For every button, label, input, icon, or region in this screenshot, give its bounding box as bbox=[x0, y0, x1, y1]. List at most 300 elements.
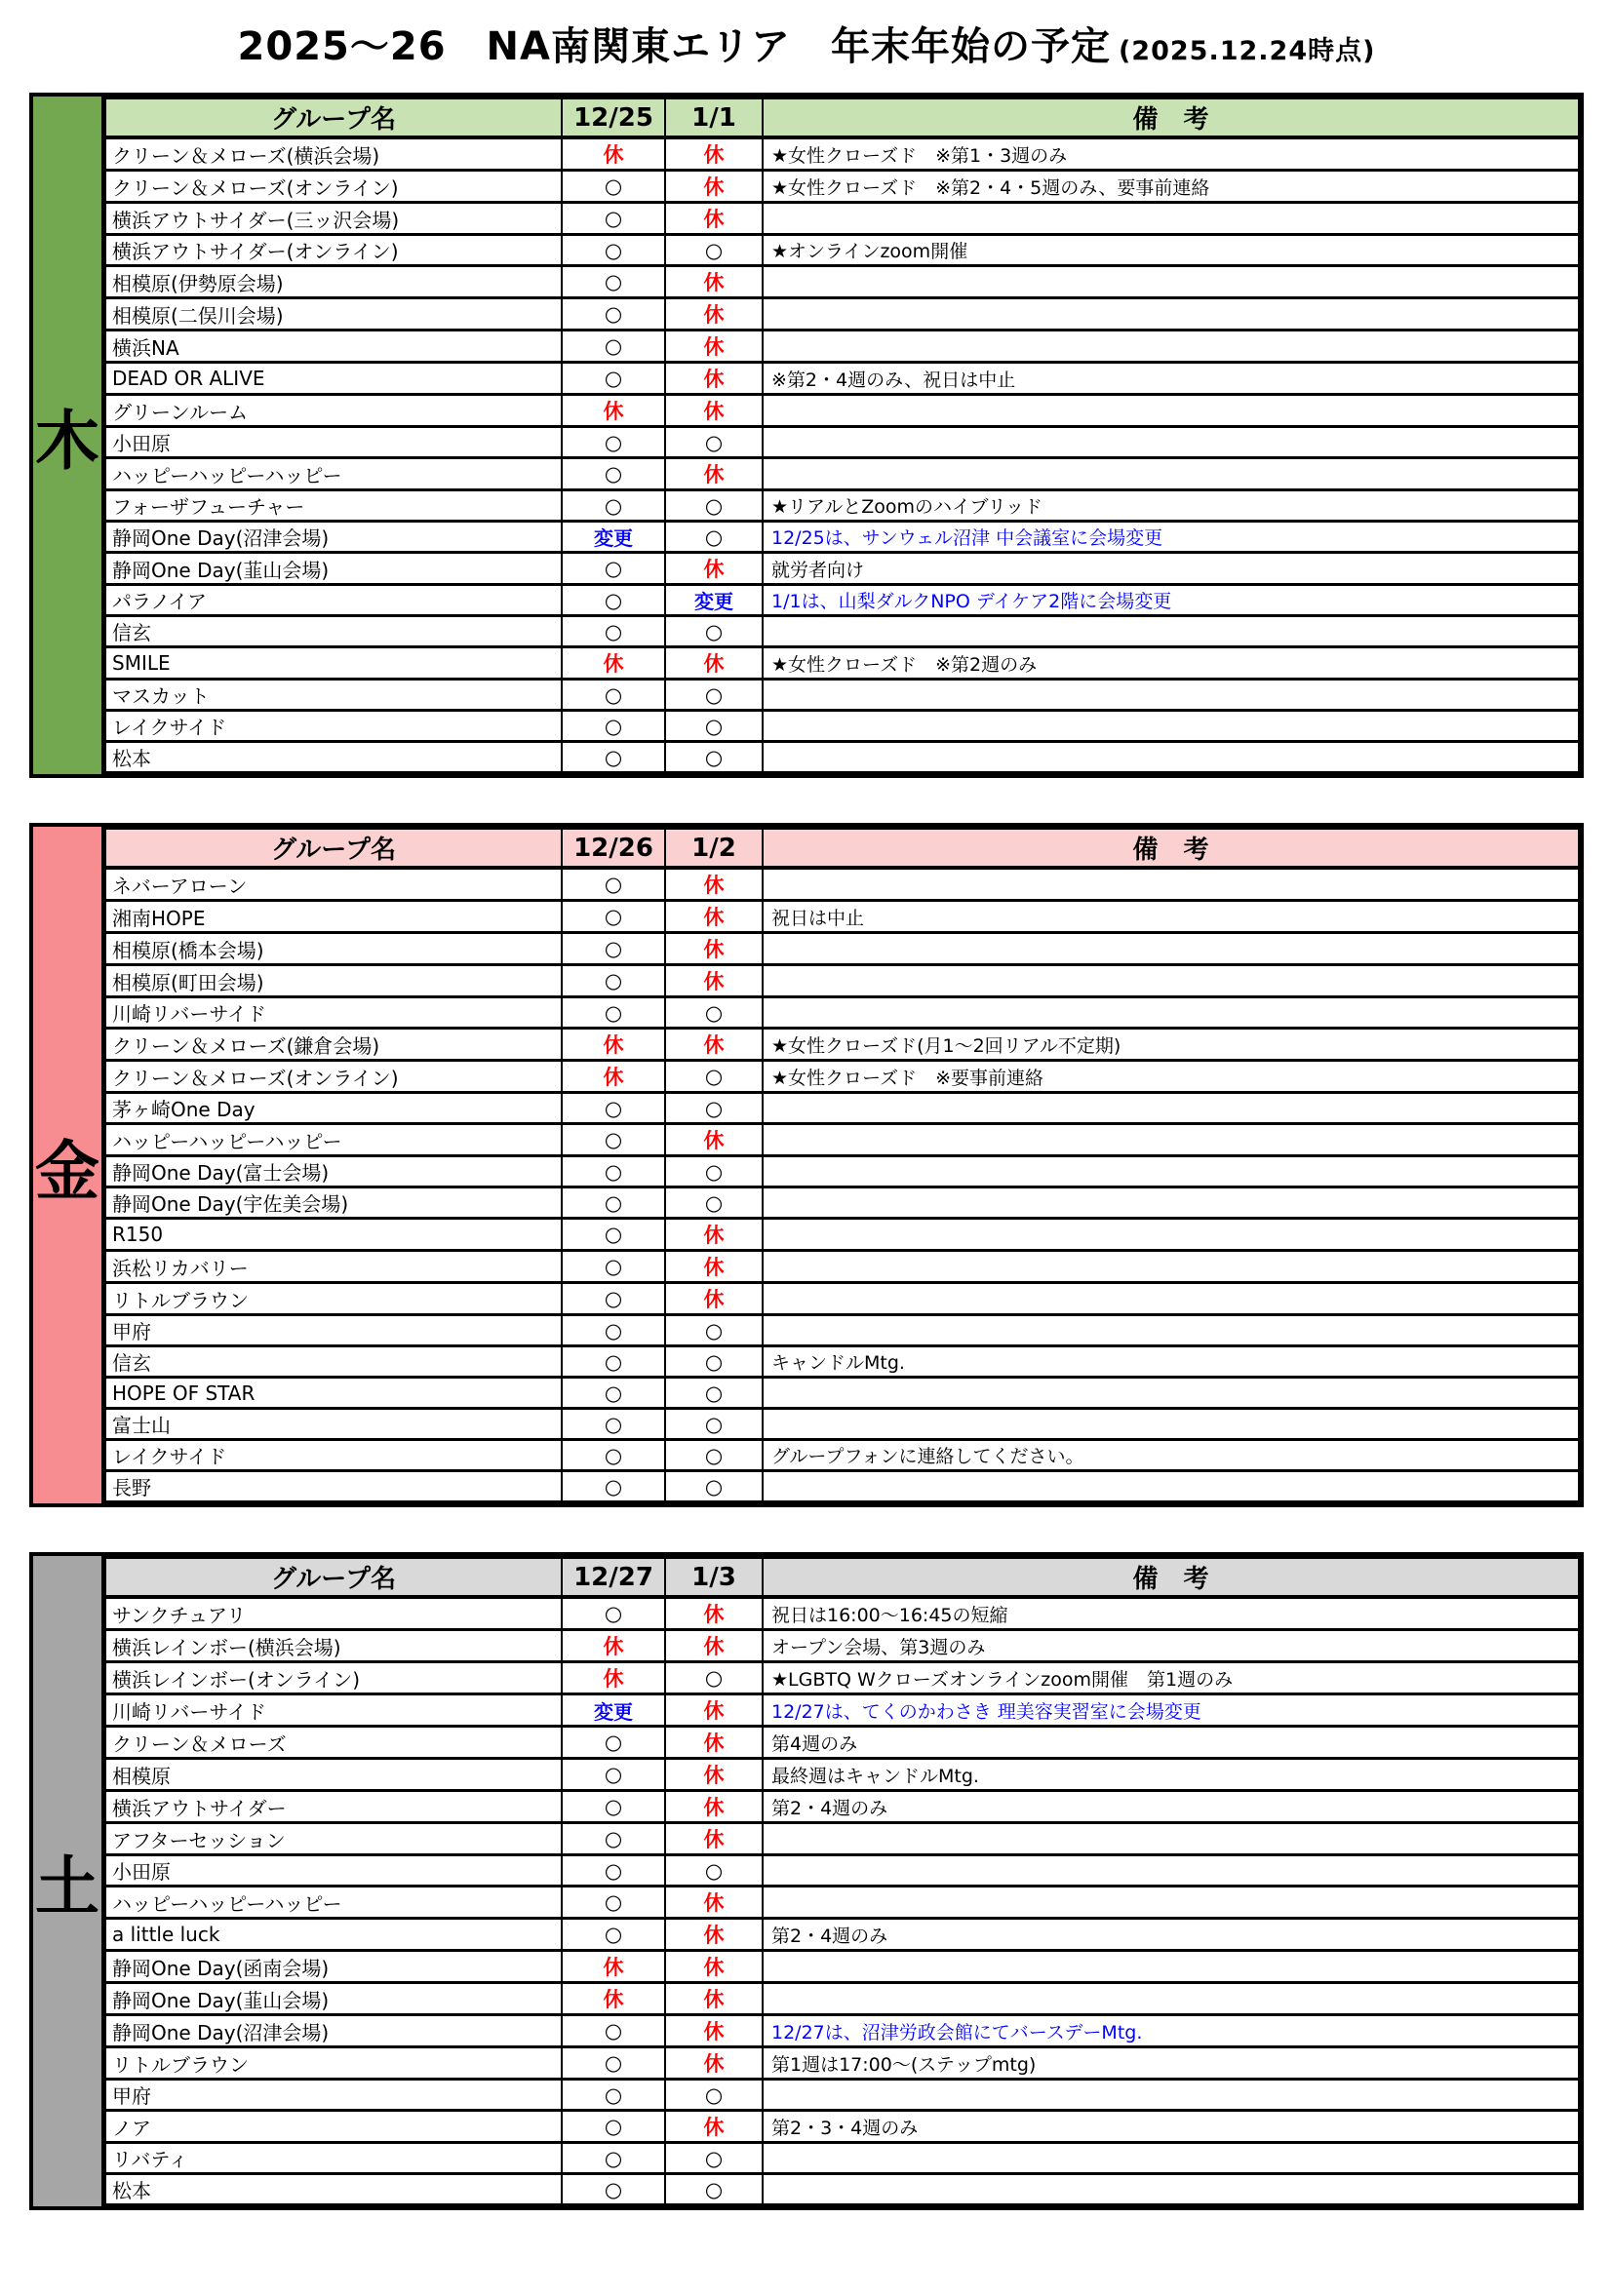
date1-status-cell: ○ bbox=[562, 1251, 665, 1283]
date2-status-cell: 休 bbox=[665, 395, 763, 427]
table-row bbox=[105, 522, 1579, 553]
day-label-friday: 金 bbox=[33, 827, 104, 1503]
table-row bbox=[105, 1440, 1579, 1471]
remarks-cell bbox=[763, 458, 1579, 490]
group-name-cell: ハッピーハッピーハッピー bbox=[105, 1887, 562, 1919]
date2-status-cell: ○ bbox=[665, 1662, 763, 1694]
remarks-cell bbox=[763, 742, 1579, 773]
date2-status-cell: 休 bbox=[665, 1951, 763, 1983]
date2-status-cell: ○ bbox=[665, 2080, 763, 2111]
group-name-cell: 横浜アウトサイダー(オンライン) bbox=[105, 235, 562, 266]
remarks-cell: 第4週のみ bbox=[763, 1727, 1579, 1759]
group-name-cell: クリーン＆メローズ bbox=[105, 1727, 562, 1759]
date2-status-cell: 休 bbox=[665, 171, 763, 203]
date2-header: 1/2 bbox=[665, 829, 763, 869]
date1-status-cell: ○ bbox=[562, 363, 665, 395]
date2-status-cell: ○ bbox=[665, 1093, 763, 1124]
table-row bbox=[105, 2015, 1579, 2047]
date1-status-cell: 休 bbox=[562, 1630, 665, 1662]
date2-status-cell: 休 bbox=[665, 1630, 763, 1662]
date2-status-cell: ○ bbox=[665, 235, 763, 266]
remarks-cell bbox=[763, 616, 1579, 647]
remarks-cell: 第2・4週のみ bbox=[763, 1919, 1579, 1951]
remarks-cell bbox=[763, 1251, 1579, 1283]
date1-status-cell: ○ bbox=[562, 203, 665, 235]
group-name-cell: 静岡One Day(函南会場) bbox=[105, 1951, 562, 1983]
group-name-cell: 静岡One Day(宇佐美会場) bbox=[105, 1187, 562, 1219]
date2-status-cell: 休 bbox=[665, 965, 763, 997]
table-row bbox=[105, 965, 1579, 997]
date2-status-cell: ○ bbox=[665, 680, 763, 711]
remarks-cell: ※第2・4週のみ、祝日は中止 bbox=[763, 363, 1579, 395]
date1-status-cell: ○ bbox=[562, 1727, 665, 1759]
date1-status-cell: ○ bbox=[562, 1759, 665, 1791]
remarks-cell: 1/1は、山梨ダルクNPO デイケア2階に会場変更 bbox=[763, 585, 1579, 616]
remarks-cell bbox=[763, 711, 1579, 742]
table-row bbox=[105, 331, 1579, 363]
header-row bbox=[105, 1558, 1579, 1598]
group-name-cell: 静岡One Day(沼津会場) bbox=[105, 522, 562, 553]
date2-status-cell: 休 bbox=[665, 1597, 763, 1630]
date2-status-cell: ○ bbox=[665, 490, 763, 522]
remarks-cell: ★女性クローズド(月1～2回リアル不定期) bbox=[763, 1029, 1579, 1061]
date2-status-cell: 変更 bbox=[665, 585, 763, 616]
remarks-cell bbox=[763, 331, 1579, 363]
group-name-cell: 横浜アウトサイダー(三ッ沢会場) bbox=[105, 203, 562, 235]
date1-status-cell: ○ bbox=[562, 298, 665, 331]
remarks-cell: ★女性クローズド ※要事前連絡 bbox=[763, 1061, 1579, 1093]
date2-status-cell: ○ bbox=[665, 1378, 763, 1409]
date2-header: 1/3 bbox=[665, 1558, 763, 1598]
date2-status-cell: ○ bbox=[665, 1315, 763, 1346]
date2-status-cell: 休 bbox=[665, 1283, 763, 1315]
table-row bbox=[105, 1597, 1579, 1630]
date2-status-cell: 休 bbox=[665, 1919, 763, 1951]
group-name-cell: グリーンルーム bbox=[105, 395, 562, 427]
remarks-cell bbox=[763, 2080, 1579, 2111]
group-name-cell: マスカット bbox=[105, 680, 562, 711]
date1-status-cell: ○ bbox=[562, 1919, 665, 1951]
date2-status-cell: ○ bbox=[665, 1440, 763, 1471]
table-row bbox=[105, 235, 1579, 266]
remarks-cell bbox=[763, 997, 1579, 1029]
date2-status-cell: 休 bbox=[665, 933, 763, 965]
table-row bbox=[105, 1694, 1579, 1727]
day-label-saturday: 土 bbox=[33, 1556, 104, 2206]
date2-status-cell: ○ bbox=[665, 1156, 763, 1187]
date1-status-cell: ○ bbox=[562, 2015, 665, 2047]
date1-status-cell: 休 bbox=[562, 1029, 665, 1061]
group-name-cell: DEAD OR ALIVE bbox=[105, 363, 562, 395]
date2-header: 1/1 bbox=[665, 98, 763, 138]
group-name-cell: 甲府 bbox=[105, 1315, 562, 1346]
remarks-cell bbox=[763, 1983, 1579, 2015]
remarks-cell bbox=[763, 2174, 1579, 2205]
remarks-cell bbox=[763, 1093, 1579, 1124]
date2-status-cell: 休 bbox=[665, 647, 763, 680]
table-row bbox=[105, 933, 1579, 965]
date1-status-cell: ○ bbox=[562, 2080, 665, 2111]
date1-status-cell: ○ bbox=[562, 616, 665, 647]
remarks-header: 備 考 bbox=[763, 1558, 1579, 1598]
date1-status-cell: ○ bbox=[562, 553, 665, 585]
group-name-cell: リトルブラウン bbox=[105, 2047, 562, 2080]
group-name-cell: 小田原 bbox=[105, 1855, 562, 1887]
date2-status-cell: ○ bbox=[665, 1187, 763, 1219]
group-name-cell: 横浜アウトサイダー bbox=[105, 1791, 562, 1823]
table-row bbox=[105, 1315, 1579, 1346]
table-row bbox=[105, 1791, 1579, 1823]
table-row bbox=[105, 1029, 1579, 1061]
date1-status-cell: ○ bbox=[562, 742, 665, 773]
remarks-cell: 12/27は、てくのかわさき 理美容実習室に会場変更 bbox=[763, 1694, 1579, 1727]
date2-status-cell: ○ bbox=[665, 1471, 763, 1502]
date1-status-cell: ○ bbox=[562, 1124, 665, 1156]
date2-status-cell: 休 bbox=[665, 1124, 763, 1156]
remarks-cell bbox=[763, 2143, 1579, 2174]
remarks-header: 備 考 bbox=[763, 98, 1579, 138]
group-name-cell: リバティ bbox=[105, 2143, 562, 2174]
date1-status-cell: ○ bbox=[562, 1378, 665, 1409]
table-row bbox=[105, 901, 1579, 933]
table-row bbox=[105, 1283, 1579, 1315]
table-row bbox=[105, 2174, 1579, 2205]
remarks-cell: ★女性クローズド ※第2週のみ bbox=[763, 647, 1579, 680]
group-name-cell: 静岡One Day(韮山会場) bbox=[105, 1983, 562, 2015]
group-name-cell: 甲府 bbox=[105, 2080, 562, 2111]
date1-status-cell: 変更 bbox=[562, 522, 665, 553]
table-row bbox=[105, 1823, 1579, 1855]
date2-status-cell: 休 bbox=[665, 1759, 763, 1791]
date1-status-cell: ○ bbox=[562, 1315, 665, 1346]
group-name-cell: 信玄 bbox=[105, 1346, 562, 1378]
date1-status-cell: ○ bbox=[562, 933, 665, 965]
date1-status-cell: ○ bbox=[562, 1409, 665, 1440]
remarks-cell bbox=[763, 1124, 1579, 1156]
remarks-cell: ★女性クローズド ※第1・3週のみ bbox=[763, 137, 1579, 171]
table-row bbox=[105, 2080, 1579, 2111]
table-row bbox=[105, 1093, 1579, 1124]
date2-status-cell: ○ bbox=[665, 2174, 763, 2205]
table-row bbox=[105, 1061, 1579, 1093]
date1-status-cell: ○ bbox=[562, 1219, 665, 1251]
date1-status-cell: ○ bbox=[562, 2047, 665, 2080]
remarks-cell: ★女性クローズド ※第2・4・5週のみ、要事前連絡 bbox=[763, 171, 1579, 203]
group-name-header: グループ名 bbox=[105, 98, 562, 138]
saturday-rows bbox=[105, 1597, 1579, 2205]
date1-status-cell: ○ bbox=[562, 901, 665, 933]
date2-status-cell: 休 bbox=[665, 1029, 763, 1061]
date2-status-cell: ○ bbox=[665, 997, 763, 1029]
date2-status-cell: ○ bbox=[665, 711, 763, 742]
date1-status-cell: 休 bbox=[562, 1951, 665, 1983]
group-name-cell: ハッピーハッピーハッピー bbox=[105, 1124, 562, 1156]
date1-status-cell: ○ bbox=[562, 997, 665, 1029]
table-row bbox=[105, 1124, 1579, 1156]
date1-status-cell: 休 bbox=[562, 1983, 665, 2015]
table-row bbox=[105, 1759, 1579, 1791]
table-row bbox=[105, 1251, 1579, 1283]
group-name-cell: 小田原 bbox=[105, 427, 562, 458]
group-name-cell: 横浜NA bbox=[105, 331, 562, 363]
table-row bbox=[105, 1983, 1579, 2015]
date1-status-cell: ○ bbox=[562, 427, 665, 458]
remarks-cell bbox=[763, 203, 1579, 235]
remarks-cell: 就労者向け bbox=[763, 553, 1579, 585]
group-name-header: グループ名 bbox=[105, 829, 562, 869]
group-name-cell: SMILE bbox=[105, 647, 562, 680]
table-row bbox=[105, 458, 1579, 490]
table-row bbox=[105, 1219, 1579, 1251]
day-label-thursday: 木 bbox=[33, 97, 104, 774]
group-name-cell: 相模原(橋本会場) bbox=[105, 933, 562, 965]
date1-header: 12/26 bbox=[562, 829, 665, 869]
remarks-cell: 12/25は、サンウェル沼津 中会議室に会場変更 bbox=[763, 522, 1579, 553]
group-name-cell: 信玄 bbox=[105, 616, 562, 647]
date1-status-cell: ○ bbox=[562, 1346, 665, 1378]
group-name-cell: 横浜レインボー(オンライン) bbox=[105, 1662, 562, 1694]
group-name-cell: 茅ヶ崎One Day bbox=[105, 1093, 562, 1124]
table-row bbox=[105, 868, 1579, 901]
date1-status-cell: ○ bbox=[562, 1156, 665, 1187]
date2-status-cell: 休 bbox=[665, 2111, 763, 2143]
group-name-cell: 静岡One Day(沼津会場) bbox=[105, 2015, 562, 2047]
group-name-cell: 川崎リバーサイド bbox=[105, 997, 562, 1029]
group-name-cell: サンクチュアリ bbox=[105, 1597, 562, 1630]
table-row bbox=[105, 363, 1579, 395]
group-name-cell: フォーザフューチャー bbox=[105, 490, 562, 522]
date1-status-cell: 変更 bbox=[562, 1694, 665, 1727]
date1-status-cell: ○ bbox=[562, 2111, 665, 2143]
table-row bbox=[105, 1951, 1579, 1983]
date1-status-cell: ○ bbox=[562, 331, 665, 363]
remarks-cell: ★リアルとZoomのハイブリッド bbox=[763, 490, 1579, 522]
group-name-cell: ノア bbox=[105, 2111, 562, 2143]
table-row bbox=[105, 2111, 1579, 2143]
date1-status-cell: ○ bbox=[562, 1855, 665, 1887]
date1-status-cell: ○ bbox=[562, 458, 665, 490]
date2-status-cell: 休 bbox=[665, 331, 763, 363]
remarks-cell bbox=[763, 1315, 1579, 1346]
group-name-cell: 相模原(町田会場) bbox=[105, 965, 562, 997]
date2-status-cell: 休 bbox=[665, 868, 763, 901]
remarks-cell: 第2・4週のみ bbox=[763, 1791, 1579, 1823]
remarks-cell: ★オンラインzoom開催 bbox=[763, 235, 1579, 266]
date1-status-cell: ○ bbox=[562, 711, 665, 742]
group-name-cell: 川崎リバーサイド bbox=[105, 1694, 562, 1727]
group-name-cell: a little luck bbox=[105, 1919, 562, 1951]
group-name-cell: ハッピーハッピーハッピー bbox=[105, 458, 562, 490]
table-row bbox=[105, 490, 1579, 522]
table-row bbox=[105, 1409, 1579, 1440]
table-row bbox=[105, 553, 1579, 585]
table-row bbox=[105, 1919, 1579, 1951]
date1-header: 12/25 bbox=[562, 98, 665, 138]
date2-status-cell: 休 bbox=[665, 1791, 763, 1823]
group-name-cell: クリーン＆メローズ(オンライン) bbox=[105, 171, 562, 203]
date1-status-cell: ○ bbox=[562, 1887, 665, 1919]
remarks-cell bbox=[763, 868, 1579, 901]
date2-status-cell: 休 bbox=[665, 2015, 763, 2047]
remarks-cell bbox=[763, 395, 1579, 427]
date1-status-cell: ○ bbox=[562, 868, 665, 901]
thursday-schedule-table bbox=[104, 97, 1580, 774]
table-row bbox=[105, 680, 1579, 711]
group-name-cell: リトルブラウン bbox=[105, 1283, 562, 1315]
page-title-main: 2025～26 NA南関東エリア 年末年始の予定 bbox=[237, 24, 1111, 69]
date1-status-cell: 休 bbox=[562, 1662, 665, 1694]
date1-status-cell: ○ bbox=[562, 1823, 665, 1855]
date2-status-cell: 休 bbox=[665, 2047, 763, 2080]
date2-status-cell: ○ bbox=[665, 616, 763, 647]
group-name-cell: 横浜レインボー(横浜会場) bbox=[105, 1630, 562, 1662]
group-name-cell: 湘南HOPE bbox=[105, 901, 562, 933]
remarks-cell bbox=[763, 965, 1579, 997]
date1-status-cell: ○ bbox=[562, 1440, 665, 1471]
date1-status-cell: ○ bbox=[562, 1093, 665, 1124]
date1-status-cell: ○ bbox=[562, 171, 665, 203]
header-row bbox=[105, 829, 1579, 869]
group-name-cell: ネバーアローン bbox=[105, 868, 562, 901]
date2-status-cell: 休 bbox=[665, 363, 763, 395]
group-name-cell: 静岡One Day(韮山会場) bbox=[105, 553, 562, 585]
date1-status-cell: 休 bbox=[562, 137, 665, 171]
remarks-cell bbox=[763, 1378, 1579, 1409]
remarks-cell bbox=[763, 298, 1579, 331]
remarks-cell: 祝日は中止 bbox=[763, 901, 1579, 933]
date1-status-cell: ○ bbox=[562, 965, 665, 997]
date1-status-cell: 休 bbox=[562, 647, 665, 680]
table-row bbox=[105, 616, 1579, 647]
remarks-cell bbox=[763, 1156, 1579, 1187]
header-row bbox=[105, 98, 1579, 138]
table-row bbox=[105, 1727, 1579, 1759]
remarks-header: 備 考 bbox=[763, 829, 1579, 869]
remarks-cell: 祝日は16:00～16:45の短縮 bbox=[763, 1597, 1579, 1630]
remarks-cell: キャンドルMtg. bbox=[763, 1346, 1579, 1378]
date2-status-cell: 休 bbox=[665, 901, 763, 933]
group-name-cell: 静岡One Day(富士会場) bbox=[105, 1156, 562, 1187]
table-row bbox=[105, 395, 1579, 427]
remarks-cell bbox=[763, 1855, 1579, 1887]
group-name-cell: レイクサイド bbox=[105, 1440, 562, 1471]
date1-status-cell: ○ bbox=[562, 1597, 665, 1630]
group-name-cell: 相模原 bbox=[105, 1759, 562, 1791]
date1-status-cell: ○ bbox=[562, 1187, 665, 1219]
date1-status-cell: ○ bbox=[562, 266, 665, 298]
date2-status-cell: ○ bbox=[665, 1855, 763, 1887]
remarks-cell bbox=[763, 680, 1579, 711]
table-row bbox=[105, 1887, 1579, 1919]
date1-status-cell: ○ bbox=[562, 1471, 665, 1502]
date2-status-cell: 休 bbox=[665, 1727, 763, 1759]
group-name-cell: 浜松リカバリー bbox=[105, 1251, 562, 1283]
table-row bbox=[105, 1855, 1579, 1887]
table-row bbox=[105, 266, 1579, 298]
table-row bbox=[105, 298, 1579, 331]
group-name-header: グループ名 bbox=[105, 1558, 562, 1598]
remarks-cell bbox=[763, 1283, 1579, 1315]
remarks-cell bbox=[763, 1823, 1579, 1855]
remarks-cell bbox=[763, 1471, 1579, 1502]
table-row bbox=[105, 203, 1579, 235]
remarks-cell bbox=[763, 427, 1579, 458]
date1-status-cell: ○ bbox=[562, 2174, 665, 2205]
page-title bbox=[0, 16, 1613, 71]
date2-status-cell: ○ bbox=[665, 522, 763, 553]
table-row bbox=[105, 1346, 1579, 1378]
friday-rows bbox=[105, 868, 1579, 1502]
group-name-cell: クリーン＆メローズ(鎌倉会場) bbox=[105, 1029, 562, 1061]
friday-schedule-table bbox=[104, 827, 1580, 1503]
table-row bbox=[105, 1630, 1579, 1662]
group-name-cell: 松本 bbox=[105, 742, 562, 773]
date1-status-cell: ○ bbox=[562, 2143, 665, 2174]
table-row bbox=[105, 1471, 1579, 1502]
thursday-rows bbox=[105, 137, 1579, 773]
schedule-page bbox=[0, 16, 1613, 2210]
group-name-cell: レイクサイド bbox=[105, 711, 562, 742]
date1-status-cell: ○ bbox=[562, 490, 665, 522]
date1-header: 12/27 bbox=[562, 1558, 665, 1598]
remarks-cell bbox=[763, 1187, 1579, 1219]
date2-status-cell: 休 bbox=[665, 298, 763, 331]
date1-status-cell: ○ bbox=[562, 235, 665, 266]
table-row bbox=[105, 2047, 1579, 2080]
date2-status-cell: ○ bbox=[665, 427, 763, 458]
table-row bbox=[105, 1156, 1579, 1187]
date2-status-cell: 休 bbox=[665, 266, 763, 298]
group-name-cell: HOPE OF STAR bbox=[105, 1378, 562, 1409]
remarks-cell bbox=[763, 1887, 1579, 1919]
group-name-cell: クリーン＆メローズ(オンライン) bbox=[105, 1061, 562, 1093]
remarks-cell: オープン会場、第3週のみ bbox=[763, 1630, 1579, 1662]
date1-status-cell: ○ bbox=[562, 585, 665, 616]
table-row bbox=[105, 427, 1579, 458]
thursday-table-section bbox=[29, 93, 1584, 778]
date1-status-cell: 休 bbox=[562, 1061, 665, 1093]
table-row bbox=[105, 997, 1579, 1029]
date2-status-cell: ○ bbox=[665, 2143, 763, 2174]
date2-status-cell: 休 bbox=[665, 1983, 763, 2015]
table-row bbox=[105, 2143, 1579, 2174]
remarks-cell bbox=[763, 1409, 1579, 1440]
date2-status-cell: 休 bbox=[665, 1694, 763, 1727]
remarks-cell bbox=[763, 933, 1579, 965]
table-row bbox=[105, 711, 1579, 742]
date2-status-cell: 休 bbox=[665, 203, 763, 235]
remarks-cell: グループフォンに連絡してください。 bbox=[763, 1440, 1579, 1471]
group-name-cell: 相模原(伊勢原会場) bbox=[105, 266, 562, 298]
remarks-cell: 第1週は17:00～(ステップmtg) bbox=[763, 2047, 1579, 2080]
page-title-note: (2025.12.24時点) bbox=[1118, 36, 1376, 66]
group-name-cell: 松本 bbox=[105, 2174, 562, 2205]
table-row bbox=[105, 171, 1579, 203]
date1-status-cell: ○ bbox=[562, 1791, 665, 1823]
date2-status-cell: 休 bbox=[665, 553, 763, 585]
table-row bbox=[105, 1662, 1579, 1694]
group-name-cell: R150 bbox=[105, 1219, 562, 1251]
date2-status-cell: 休 bbox=[665, 1823, 763, 1855]
group-name-cell: パラノイア bbox=[105, 585, 562, 616]
remarks-cell bbox=[763, 1951, 1579, 1983]
friday-table-section bbox=[29, 823, 1584, 1507]
date2-status-cell: 休 bbox=[665, 137, 763, 171]
table-row bbox=[105, 647, 1579, 680]
date1-status-cell: 休 bbox=[562, 395, 665, 427]
remarks-cell: 第2・3・4週のみ bbox=[763, 2111, 1579, 2143]
date2-status-cell: ○ bbox=[665, 742, 763, 773]
